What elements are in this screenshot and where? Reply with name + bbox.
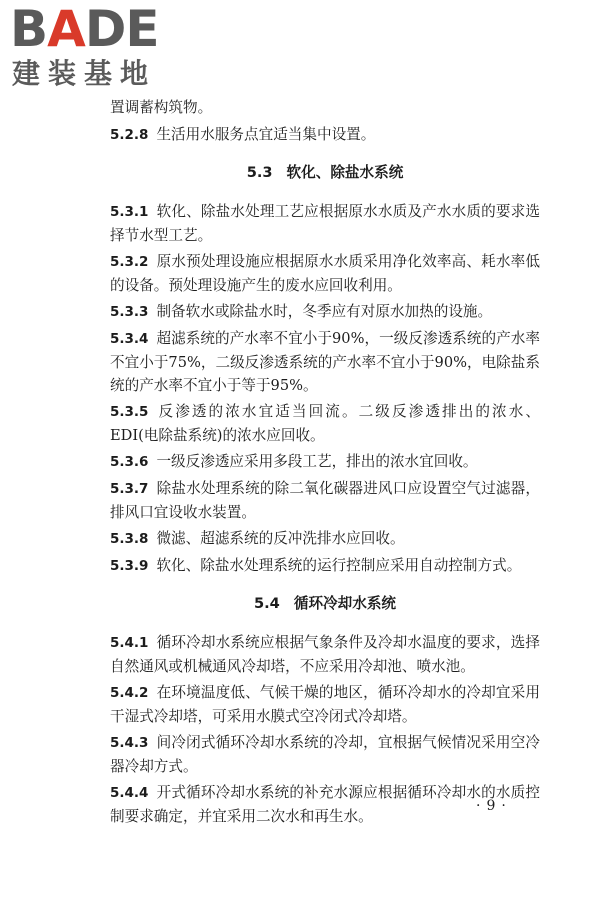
- clause-text: 软化、除盐水处理系统的运行控制应采用自动控制方式。: [156, 557, 522, 574]
- section-title: 循环冷却水系统: [293, 595, 397, 612]
- clause-text: 开式循环冷却水系统的补充水源应根据循环冷却水的水质控制要求确定，并宜采用二次水和再生水。: [110, 784, 540, 825]
- clause-5-4-3: [110, 731, 540, 778]
- clause-number: 5.4.1: [110, 635, 149, 651]
- clause-5-2-8: [110, 123, 540, 147]
- clause-number: 5.2.8: [110, 127, 149, 143]
- section-heading-5-3: [110, 161, 540, 184]
- page-number: ·9·: [476, 798, 512, 814]
- section-title: 软化、除盐水系统: [286, 164, 404, 181]
- clause-number: 5.3.8: [110, 531, 149, 547]
- clause-text: 间冷闭式循环冷却水系统的冷却，宜根据气候情况采用空冷器冷却方式。: [110, 734, 540, 775]
- clause-text: 原水预处理设施应根据原水水质采用净化效率高、耗水率低的设备。预处理设施产生的废水应回收利用。: [110, 253, 540, 294]
- clause-text: 软化、除盐水处理工艺应根据原水水质及产水水质的要求选择节水型工艺。: [110, 203, 540, 244]
- continued-text: 置调蓄构筑物。: [110, 99, 213, 116]
- logo-wordmark: BADE: [10, 0, 159, 58]
- clause-number: 5.3.3: [110, 304, 149, 320]
- clause-number: 5.3.1: [110, 204, 149, 220]
- clause-number: 5.4.3: [110, 735, 149, 751]
- clause-text: 超滤系统的产水率不宜小于90%，一级反渗透系统的产水率不宜小于75%，二级反渗透系统的产水率不宜小于90%，电除盐系统的产水率不宜小于等于95%。: [110, 330, 540, 394]
- clause-5-3-4: [110, 327, 540, 397]
- clause-text: 微滤、超滤系统的反冲洗排水应回收。: [156, 530, 405, 547]
- clause-number: 5.4.4: [110, 785, 149, 801]
- document-body: [110, 96, 540, 831]
- clause-text: 除盐水处理系统的除二氧化碳器进风口应设置空气过滤器，排风口宜设收水装置。: [110, 480, 540, 521]
- clause-number: 5.3.5: [110, 404, 149, 420]
- section-number: 5.4: [253, 595, 280, 612]
- clause-5-3-1: [110, 200, 540, 247]
- clause-text: 循环冷却水系统应根据气象条件及冷却水温度的要求，选择自然通风或机械通风冷却塔，不应采用冷却池、喷水池。: [110, 634, 540, 675]
- clause-number: 5.4.2: [110, 685, 149, 701]
- clause-text: 反渗透的浓水宜适当回流。二级反渗透排出的浓水、EDI(电除盐系统)的浓水应回收。: [110, 403, 540, 444]
- clause-number: 5.3.4: [110, 331, 149, 347]
- clause-5-3-3: [110, 300, 540, 324]
- clause-5-3-2: [110, 250, 540, 297]
- clause-5-3-6: [110, 450, 540, 474]
- clause-text: 在环境温度低、气候干燥的地区，循环冷却水的冷却宜采用干湿式冷却塔，可采用水膜式空冷闭式冷却塔。: [110, 684, 540, 725]
- clause-text: 一级反渗透应采用多段工艺，排出的浓水宜回收。: [156, 453, 478, 470]
- clause-number: 5.3.7: [110, 481, 149, 497]
- clause-number: 5.3.9: [110, 558, 149, 574]
- section-heading-5-4: [110, 592, 540, 615]
- clause-5-4-1: [110, 631, 540, 678]
- clause-5-4-2: [110, 681, 540, 728]
- clause-5-3-8: [110, 527, 540, 551]
- logo-subtitle: 建装基地: [12, 57, 157, 90]
- clause-5-3-9: [110, 554, 540, 578]
- clause-5-3-5: [110, 400, 540, 447]
- clause-text: 生活用水服务点宜适当集中设置。: [156, 126, 376, 143]
- bade-logo: [10, 2, 180, 92]
- clause-number: 5.3.6: [110, 454, 149, 470]
- clause-number: 5.3.2: [110, 254, 149, 270]
- clause-5-3-7: [110, 477, 540, 524]
- section-number: 5.3: [246, 164, 273, 181]
- clause-text: 制备软水或除盐水时，冬季应有对原水加热的设施。: [156, 303, 493, 320]
